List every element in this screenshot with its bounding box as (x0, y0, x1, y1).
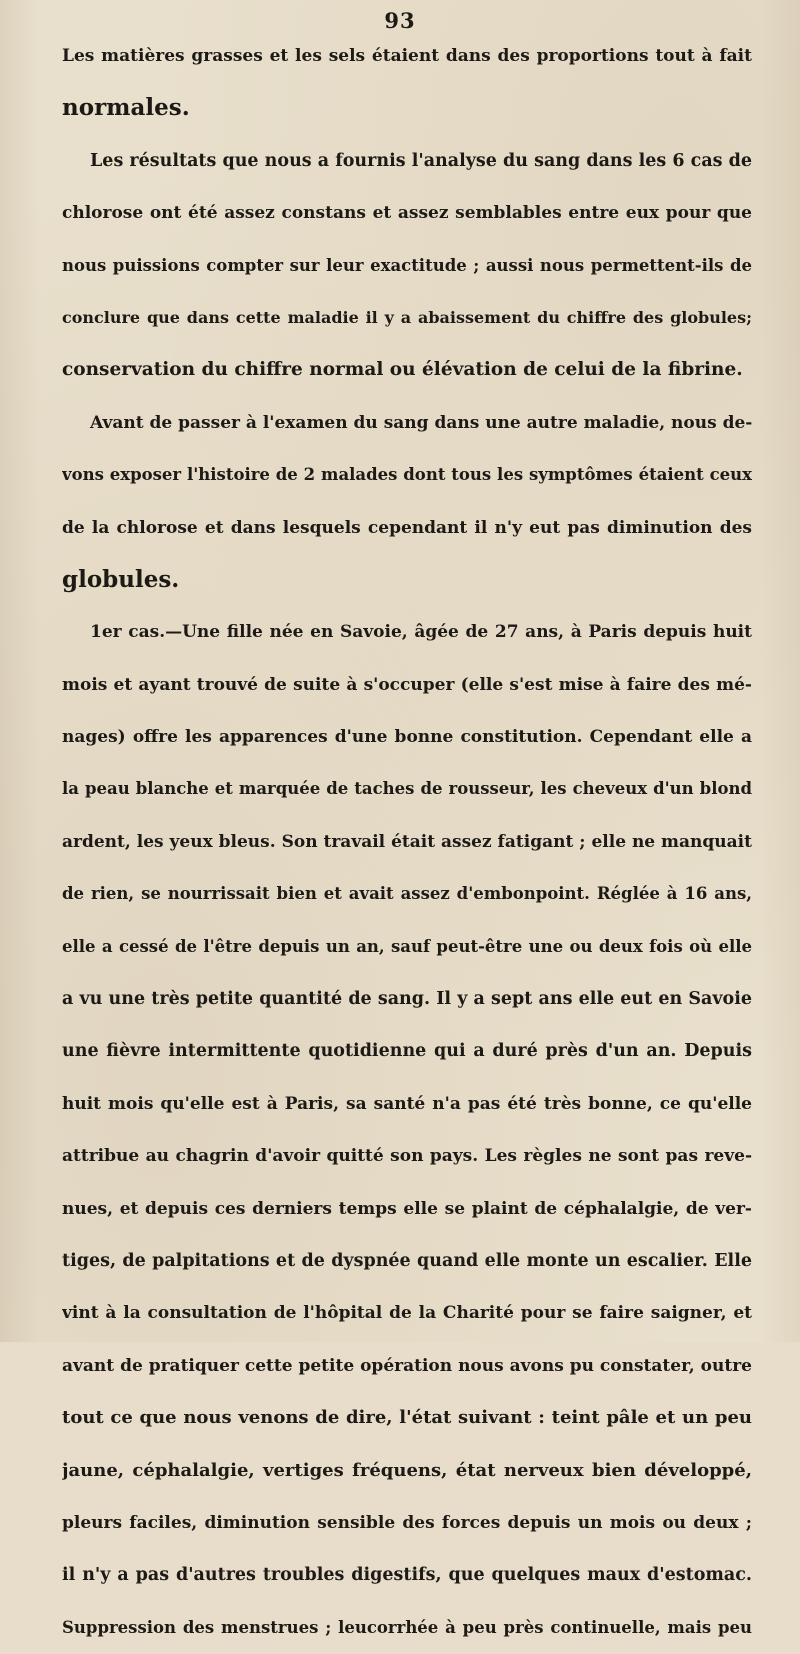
text-line: a vu une très petite quantité de sang. Il y a sept ans elle eut en Savoie (62, 989, 752, 1010)
text-line: nues, et depuis ces derniers temps elle se plaint de céphalalgie, de ver- (62, 1198, 752, 1219)
text-line: tiges, de palpitations et de dyspnée quand elle monte un escalier. Elle (62, 1250, 752, 1271)
text-line: de rien, se nourrissait bien et avait assez d'embonpoint. Réglée à 16 ans, (62, 884, 752, 904)
text-line: ardent, les yeux bleus. Son travail était assez fatigant ; elle ne manquait (62, 831, 752, 852)
text-line: normales. (62, 94, 190, 122)
text-line: globules. (62, 565, 180, 593)
text-line: Les matières grasses et les sels étaient dans des proportions tout à fait (62, 46, 752, 66)
text-line: vint à la consultation de l'hôpital de la Charité pour se faire saigner, et (62, 1303, 752, 1324)
text-line: il n'y a pas d'autres troubles digestifs, que quelques maux d'estomac. (62, 1565, 752, 1586)
text-line: pleurs faciles, diminution sensible des forces depuis un mois ou deux ; (62, 1512, 752, 1533)
text-line: avant de pratiquer cette petite opération nous avons pu constater, outre (62, 1355, 752, 1376)
text-line: de la chlorose et dans lesquels cependant il n'y eut pas diminution des (62, 517, 752, 538)
text-line: conclure que dans cette maladie il y a abaissement du chiffre des globules; (62, 307, 752, 327)
text-line: tout ce que nous venons de dire, l'état suivant : teint pâle et un peu (62, 1407, 752, 1429)
text-line: chlorose ont été assez constans et assez semblables entre eux pour que (62, 203, 752, 224)
text-line: elle a cessé de l'être depuis un an, sauf peut-être une ou deux fois où elle (62, 936, 752, 956)
text-line: Avant de passer à l'examen du sang dans une autre maladie, nous de- (90, 412, 752, 433)
text-line: nages) offre les apparences d'une bonne constitution. Cependant elle a (62, 727, 752, 748)
body-text (62, 30, 752, 1654)
text-line: Suppression des menstrues ; leucorrhée à peu près continuelle, mais peu (62, 1617, 752, 1637)
text-line: 1er cas.—Une fille née en Savoie, âgée de 27 ans, à Paris depuis huit (90, 622, 752, 643)
text-line: jaune, céphalalgie, vertiges fréquens, état nerveux bien développé, (62, 1459, 752, 1481)
text-line: Les résultats que nous a fournis l'analyse du sang dans les 6 cas de (90, 150, 752, 171)
page-number: 93 (384, 8, 416, 33)
text-line: la peau blanche et marquée de taches de rousseur, les cheveux d'un blond (62, 779, 752, 799)
text-line: vons exposer l'histoire de 2 malades dont tous les symptômes étaient ceux (62, 465, 752, 485)
text-line: attribue au chagrin d'avoir quitté son pays. Les règles ne sont pas reve- (62, 1146, 752, 1167)
text-line: une fièvre intermittente quotidienne qui a duré près d'un an. Depuis (62, 1041, 752, 1062)
text-line: huit mois qu'elle est à Paris, sa santé n'a pas été très bonne, ce qu'elle (62, 1093, 752, 1114)
text-line: nous puissions compter sur leur exactitude ; aussi nous permettent-ils de (62, 255, 752, 275)
text-line: mois et ayant trouvé de suite à s'occuper (elle s'est mise à faire des mé- (62, 674, 752, 695)
text-line: conservation du chiffre normal ou élévation de celui de la fibrine. (62, 359, 743, 381)
